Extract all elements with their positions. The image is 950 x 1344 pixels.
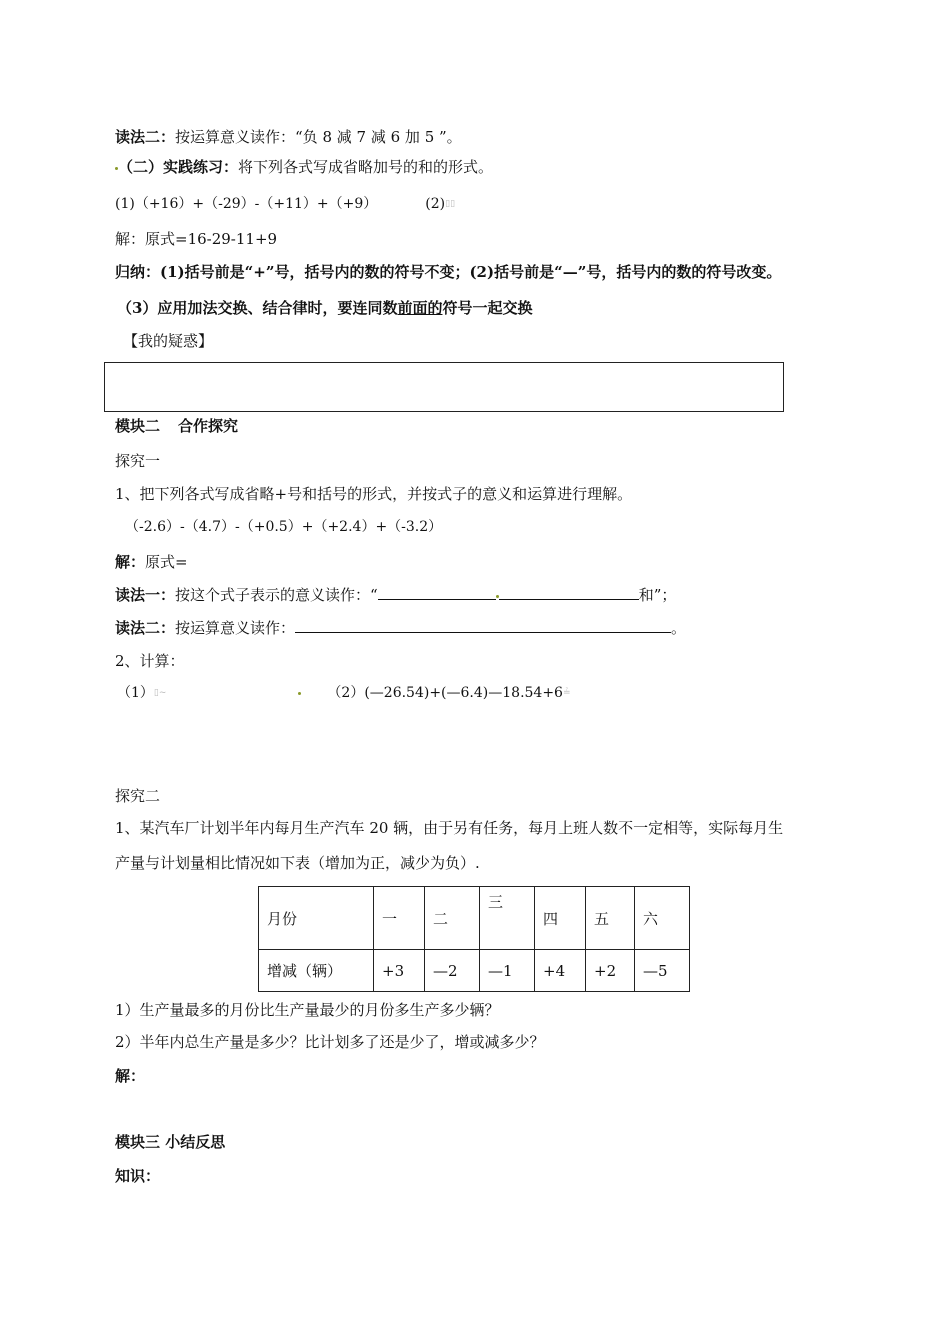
table-cell: +2 — [586, 950, 635, 992]
table-cell: —1 — [480, 950, 535, 992]
solution-start — [115, 552, 188, 572]
explore-one-heading: 探究一 — [115, 452, 161, 470]
text: 按运算意义读作：“负 8 减 7 减 6 加 5 ”。 — [175, 128, 462, 146]
solution-line: 解：原式=16-29-11+9 — [115, 230, 278, 248]
calculate-items — [117, 683, 571, 703]
solution-label: 解： — [115, 1067, 146, 1085]
module-name: 合作探究 — [178, 417, 239, 435]
blank-1[interactable] — [378, 584, 496, 600]
question-1: 1、把下列各式写成省略+号和括号的形式，并按式子的意义和运算进行理解。 — [115, 485, 633, 503]
my-questions-label: 【我的疑惑】 — [123, 332, 214, 350]
text: 按运算意义读作： — [175, 619, 296, 637]
text-end: 。 — [671, 619, 687, 637]
text-end: 和”； — [638, 586, 677, 604]
formula-image: ▯~ — [153, 688, 167, 698]
production-table — [258, 886, 690, 992]
table-header-cell: 二 — [425, 887, 480, 950]
label: 解： — [115, 553, 146, 571]
module-label: 模块二 — [115, 417, 161, 435]
expression: （-2.6）-（4.7）-（+0.5）+（+2.4）+（-3.2） — [125, 519, 443, 535]
sub-question-1: 1）生产量最多的月份比生产量最少的月份多生产多少辆？ — [115, 1001, 500, 1019]
reading-method-one — [115, 584, 676, 605]
practice-heading — [115, 157, 493, 177]
expression-2: (2) — [425, 196, 446, 212]
practice-expressions — [115, 194, 455, 214]
table-header-row — [259, 887, 690, 950]
problem-statement-2: 产量与计划量相比情况如下表（增加为正，减少为负）. — [115, 854, 480, 872]
table-header-cell: 月份 — [259, 887, 374, 950]
text-b: 符号一起交换 — [442, 299, 533, 317]
blank[interactable] — [295, 617, 671, 633]
reading-method-two — [115, 127, 462, 147]
summary-rule-3 — [117, 298, 532, 318]
item-1: （1） — [117, 685, 154, 701]
table-header-cell: 三 — [480, 887, 535, 950]
calculate-heading: 2、计算： — [115, 652, 185, 670]
table-header-cell: 六 — [635, 887, 690, 950]
table-header-cell: 四 — [535, 887, 586, 950]
formula-image: ▯▯ — [445, 199, 456, 209]
questions-box[interactable] — [104, 362, 784, 412]
reading-method-two-b — [115, 617, 686, 638]
text-underlined: 前面的 — [397, 299, 443, 317]
sub-question-2: 2）半年内总生产量是多少？比计划多了还是少了，增或减多少？ — [115, 1033, 545, 1051]
explore-two-heading: 探究二 — [115, 787, 161, 805]
problem-statement-1: 1、某汽车厂计划半年内每月生产汽车 20 辆，由于另有任务，每月上班人数不一定相等，实际每月生 — [115, 819, 784, 837]
item-2: （2）(—26.54)+(—6.4)—18.54+6 — [327, 685, 563, 701]
label: 读法二： — [115, 619, 176, 637]
module-three-title: 模块三 小结反思 — [115, 1133, 226, 1151]
speck — [298, 692, 301, 695]
table-header-cell: 五 — [586, 887, 635, 950]
table-header-cell: 一 — [374, 887, 425, 950]
knowledge-label: 知识： — [115, 1167, 161, 1185]
table-cell: —5 — [635, 950, 690, 992]
module-two-title — [115, 416, 238, 436]
label: 读法一： — [115, 586, 176, 604]
label: 读法二： — [115, 128, 176, 146]
label: （二）实践练习： — [118, 158, 239, 176]
text: 原式= — [145, 553, 188, 571]
table-cell: —2 — [425, 950, 480, 992]
table-cell: +4 — [535, 950, 586, 992]
summary-rule: 归纳：(1)括号前是“+”号，括号内的数的符号不变；(2)括号前是“—”号，括号内的数的符号改变。 — [115, 263, 782, 281]
blank-2[interactable] — [499, 584, 639, 600]
text: 将下列各式写成省略加号的和的形式。 — [238, 158, 494, 176]
expression-1: (1)（+16）+（-29）-（+11）+（+9） — [115, 196, 378, 212]
table-cell: 增减（辆） — [259, 950, 374, 992]
table-row — [259, 950, 690, 992]
fraction-image: ≟ — [562, 688, 571, 698]
text-a: （3）应用加法交换、结合律时，要连同数 — [117, 299, 398, 317]
table-cell: +3 — [374, 950, 425, 992]
text: 按这个式子表示的意义读作：“ — [175, 586, 378, 604]
